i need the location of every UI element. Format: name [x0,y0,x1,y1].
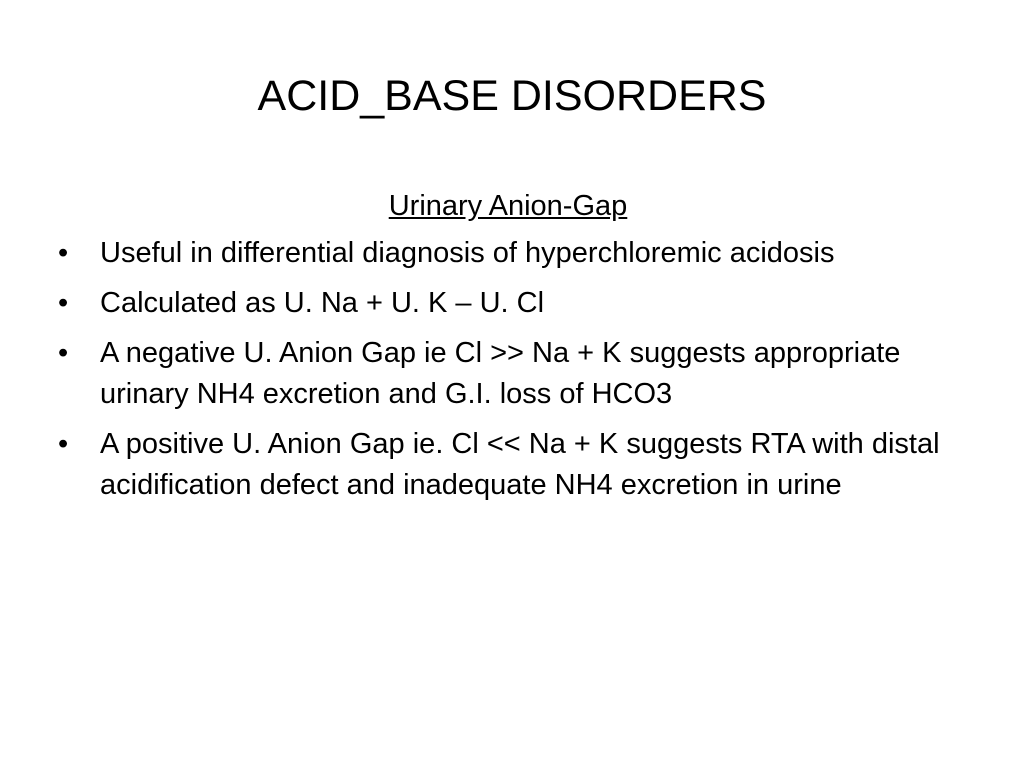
list-item [58,233,958,274]
slide-body [58,186,958,515]
bullet-icon: • [58,428,69,460]
bullet-text: A negative U. Anion Gap ie Cl >> Na + K suggests appropriate urinary NH4 excretion and G.I. loss of HCO3 [100,337,901,410]
bullet-list [58,233,958,506]
bullet-text: Calculated as U. Na + U. K – U. Cl [100,287,545,319]
list-item [58,424,958,506]
subheading: Urinary Anion-Gap [388,190,628,222]
bullet-icon: • [58,337,69,369]
bullet-icon: • [58,237,69,269]
bullet-text: Useful in differential diagnosis of hyperchloremic acidosis [100,237,835,269]
list-item [58,333,958,415]
bullet-text: A positive U. Anion Gap ie. Cl << Na + K suggests RTA with distal acidification defect and inadequate NH4 excretion in urine [100,428,940,501]
slide-title: ACID_BASE DISORDERS [257,72,767,120]
bullet-icon: • [58,287,69,319]
list-item [58,283,958,324]
